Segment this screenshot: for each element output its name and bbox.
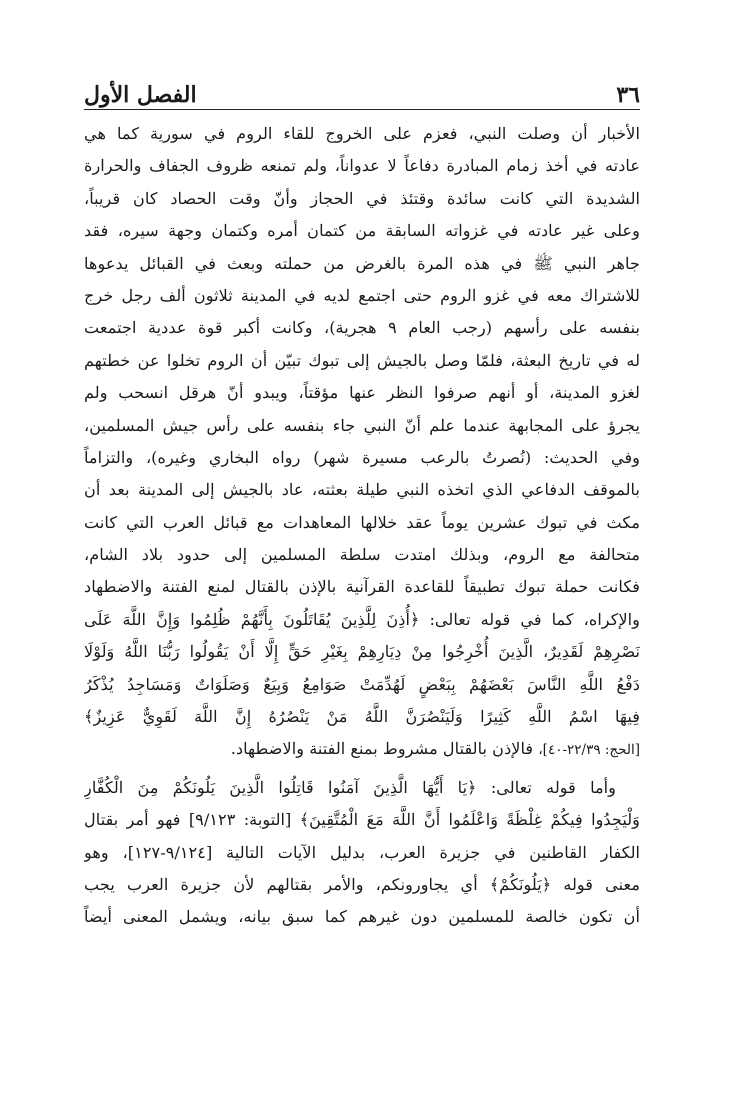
page-number: ٣٦ [616, 82, 640, 108]
text-line: الكفار القاطنين في جزيرة العرب، بدليل الآيات التالية [٩/١٢٤-١٢٧]، وهو [84, 842, 640, 862]
text-line: عادته في أخذ زمام المبادرة دفاعاً لا عدواناً، ولم تمنعه ظروف الجفاف والحرارة [84, 156, 640, 176]
quran-line: فِيهَا اسْمُ اللَّهِ كَثِيرًا وَلَيَنْصُرَنَّ اللَّهُ مَنْ يَنْصُرُهُ إِنَّ اللَّهَ لَقَوِيٌّ عَزِيزٌ﴾ [84, 707, 640, 727]
chapter-title: الفصل الأول [84, 82, 197, 108]
text-line: وعلى غير عادته في غزواته السابقة من كتمان أمره وكتمان وجهة سيره، فقد [84, 221, 640, 241]
quran-line: وأما قوله تعالى: ﴿يَا أَيُّهَا الَّذِينَ آمَنُوا قَاتِلُوا الَّذِينَ يَلُونَكُمْ مِنَ الْكُفَّارِ [84, 777, 616, 797]
text-line: وَلْيَجِدُوا فِيكُمْ غِلْظَةً وَاعْلَمُوا أَنَّ اللَّهَ مَعَ الْمُتَّقِينَ﴾ [التوبة: ٩/١٢٣] فهو أمر بقتال [84, 810, 640, 830]
text-line: له في تاريخ البعثة، فلمّا وصل بالجيش إلى تبوك تبيّن أن الروم تخلوا عن خطتهم [84, 350, 640, 370]
text-line: معنى قوله ﴿يَلُونَكُمْ﴾ أي يجاورونكم، والأمر بقتالهم لأن جزيرة العرب يجب [84, 874, 640, 894]
text-line: للاشتراك معه في غزو الروم حتى اجتمع لديه في المدينة ثلاثون ألف رجل خرج [84, 285, 640, 305]
quran-line: نَصْرِهِمْ لَقَدِيرٌ، الَّذِينَ أُخْرِجُوا مِنْ دِيَارِهِمْ بِغَيْرِ حَقٍّ إِلَّا أَنْ يَقُولُوا رَبُّنَا اللَّهُ وَلَوْلَا [84, 642, 640, 662]
text-line: الشديدة التي كانت سائدة وقتئذ في الحجاز وأنّ وقت الحصاد كان قريباً، [84, 188, 640, 208]
text-line: بنفسه على رأسهم (رجب العام ٩ هجرية)، وكانت أكبر قوة عددية اجتمعت [84, 318, 640, 338]
text-line: الأخبار أن وصلت النبي، فعزم على الخروج للقاء الروم في سورية كما هي [84, 124, 640, 143]
text-line: لغزو المدينة، أو أنهم صرفوا النظر عنها مؤقتاً، ويبدو أنّ هرقل انسحب ولم [84, 383, 640, 403]
header-rule [84, 109, 640, 110]
text-line: وفي الحديث: (نُصرتُ بالرعب مسيرة شهر) رواه البخاري وغيره)، والتزاماً [84, 447, 640, 467]
citation-line [84, 733, 640, 765]
text-line: متحالفة مع الروم، وبذلك امتدت سلطة المسلمين إلى حدود بلاد الشام، [84, 545, 640, 565]
page-header [84, 78, 640, 108]
page-body [84, 118, 640, 934]
text-line: بالموقف الدفاعي الذي اتخذه النبي طيلة بعثته، عاد بالجيش إلى المدينة بعد أن [84, 480, 640, 500]
quran-reference: [الحج: ٢٢/٣٩-٤٠]، [538, 742, 640, 759]
citation-text: فالإذن بالقتال مشروط بمنع الفتنة والاضطهاد. [230, 739, 539, 759]
text-line: جاهر النبي ﷺ في هذه المرة بالغرض من حملته وبعث في القبائل يدعوها [84, 253, 640, 273]
text-line: مكث في تبوك عشرين يوماً عقد خلالها المعاهدات مع قبائل العرب التي كانت [84, 512, 640, 532]
text-line: فكانت حملة تبوك تطبيقاً للقاعدة القرآنية بالإذن بالقتال لمنع الفتنة والاضطهاد [84, 577, 640, 597]
quran-line: والإكراه، كما في قوله تعالى: ﴿أُذِنَ لِلَّذِينَ يُقَاتَلُونَ بِأَنَّهُمْ ظُلِمُوا وَإِنَّ اللَّهَ عَلَى [84, 609, 640, 629]
text-line: يجرؤ على المجابهة عندما علم أنّ النبي جاء بنفسه على رأس جيش المسلمين، [84, 415, 640, 435]
quran-line: دَفْعُ اللَّهِ النَّاسَ بَعْضَهُمْ بِبَعْضٍ لَهُدِّمَتْ صَوَامِعُ وَبِيَعٌ وَصَلَوَاتٌ وَمَسَاجِدُ يُذْكَرُ [84, 674, 640, 694]
text-line: أن تكون خالصة للمسلمين دون غيرهم كما سبق بيانه، ويشمل المعنى أيضاً [84, 907, 640, 927]
